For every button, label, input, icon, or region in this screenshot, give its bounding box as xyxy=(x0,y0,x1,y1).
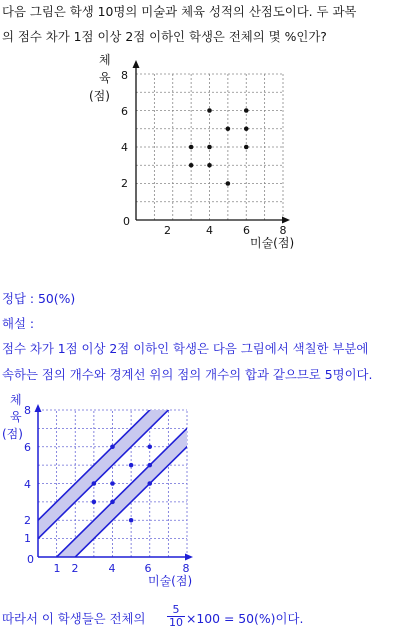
conclusion-prefix: 따라서 이 학생들은 전체의 xyxy=(2,611,146,626)
answer-value: 50(%) xyxy=(38,291,76,306)
y-tick-label: 4 xyxy=(24,478,31,491)
fraction xyxy=(167,604,185,629)
y-axis-label: (점) xyxy=(2,427,23,441)
origin-label: 0 xyxy=(27,553,34,566)
x-axis-label: 미술(점) xyxy=(250,236,295,250)
question-line-2: 의 점수 차가 1점 이상 2점 이하인 학생은 전체의 몇 %인가? xyxy=(2,29,327,44)
x-tick-label: 6 xyxy=(144,562,152,575)
x-tick-label: 8 xyxy=(279,224,287,237)
y-tick-label: 6 xyxy=(24,441,31,454)
scatter-point xyxy=(147,463,152,468)
y-axis-label: 체 xyxy=(10,393,22,407)
scatter-point xyxy=(92,481,97,486)
y-tick-label: 6 xyxy=(121,105,128,118)
scatter-point xyxy=(147,444,152,449)
y-tick-label: 2 xyxy=(121,177,128,190)
scatter-point xyxy=(147,481,152,486)
question-line-1: 다음 그림은 학생 10명의 미술과 체육 성적의 산점도이다. 두 과목 xyxy=(2,4,357,19)
y-tick-label: 4 xyxy=(121,141,128,154)
x-tick-label: 4 xyxy=(206,224,213,237)
scatter-point xyxy=(110,481,115,486)
answer-label: 정답 : xyxy=(2,291,38,306)
y-tick-label: 1 xyxy=(24,532,31,545)
x-tick-label: 4 xyxy=(108,562,116,575)
x-tick-label: 6 xyxy=(243,224,250,237)
fraction-denominator: 10 xyxy=(169,616,183,629)
scatter-point xyxy=(110,500,115,505)
scatter-point xyxy=(92,500,97,505)
y-axis-label: 육 xyxy=(99,71,111,85)
origin-label: 0 xyxy=(123,215,130,228)
y-tick-label: 8 xyxy=(121,69,128,82)
y-axis-label: 육 xyxy=(10,410,22,424)
scatter-point xyxy=(129,463,134,468)
y-axis-label: 체 xyxy=(99,53,111,67)
x-axis-arrow-icon xyxy=(185,554,193,561)
explanation-line-2: 속하는 점의 개수와 경계선 위의 점의 개수의 합과 같으므로 5명이다. xyxy=(2,367,373,382)
explanation-line-1: 점수 차가 1점 이상 2점 이하인 학생은 다음 그림에서 색칠한 부분에 xyxy=(2,341,369,356)
x-tick-label: 2 xyxy=(164,224,171,237)
scatter-point xyxy=(129,518,134,523)
x-tick-label: 8 xyxy=(182,562,190,575)
conclusion-suffix: ×100 = 50(%)이다. xyxy=(186,611,304,626)
explanation-label: 해설 : xyxy=(2,316,35,331)
scatter-point xyxy=(110,444,115,449)
x-tick-label: 2 xyxy=(71,562,79,575)
x-axis-label: 미술(점) xyxy=(148,574,193,588)
y-axis-arrow-icon xyxy=(35,404,42,412)
y-axis-label: (점) xyxy=(89,89,110,103)
y-tick-label: 2 xyxy=(24,514,31,527)
x-tick-label: 1 xyxy=(53,562,61,575)
y-tick-label: 8 xyxy=(24,404,31,417)
fraction-numerator: 5 xyxy=(167,604,185,617)
